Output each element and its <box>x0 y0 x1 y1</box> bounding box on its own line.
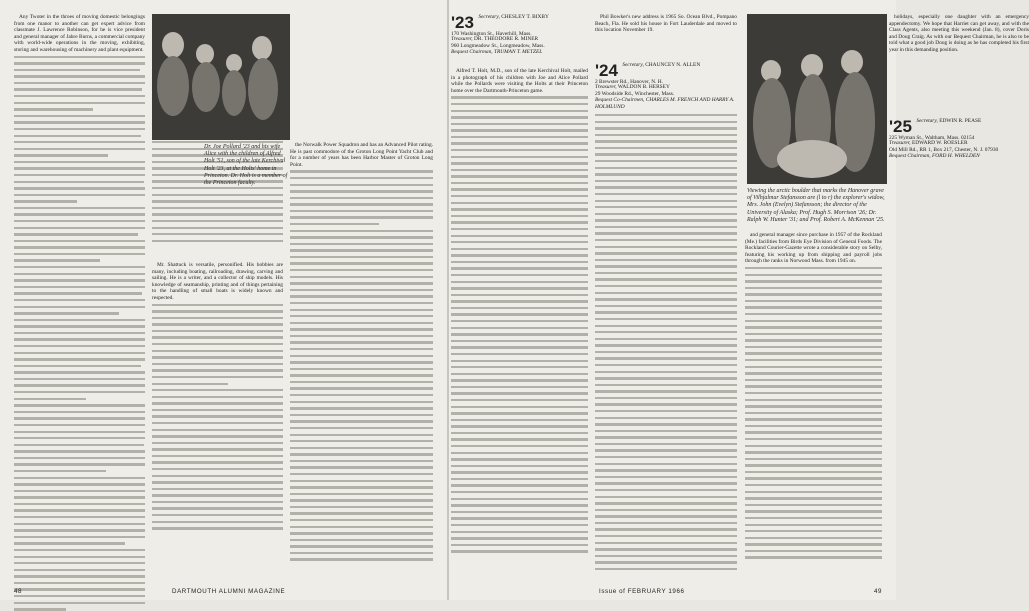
left-column-3 <box>290 14 433 580</box>
paragraph: holidays, especially one daughter with an emergency appendectomy. We hope that Harriet can get away, and with the Class Agents, also meeting this weekend (Jan. 8), cover Doris and Doug Craig. As with our Bequest Chairman, he is also to be told what a good job Doug is doing as he has completed his first year in this demanding position. <box>889 14 1029 53</box>
bequest-chairman: Bequest Chairman, FORD H. WHELDEN <box>889 153 980 160</box>
class-1924-officers: Treasurer, WALDON B. HERSEY 29 Woodside Rd., Winchester, Mass. Bequest Co-Chairmen, CHARLES M. FRENCH AND HARRY A. HOLMLUND <box>595 84 735 110</box>
treasurer-name: EDWARD W. ROESLER <box>911 140 968 146</box>
text-lines-placeholder <box>451 96 588 552</box>
paragraph: Alfred T. Holt, M.D., son of the late Kerchival Holt, mailed in a photograph of his children with Joe and Alice Pollard while the Pollards were visiting the Holts at their Princeton home over the Dartmouth-Princeton game. <box>451 68 588 94</box>
photo-caption: Dr. Joe Pollard '23 and his wife Alice with the children of Alfred Holt '51, son of the late Kerchival Holt '23, at the Holts' home in Princeton. Dr. Holt is a member of the Princeton faculty. <box>204 144 288 187</box>
text-lines-placeholder <box>290 170 433 561</box>
text-lines-placeholder <box>152 304 283 530</box>
class-year: '25 <box>889 117 912 136</box>
magazine-title: DARTMOUTH ALUMNI MAGAZINE <box>172 588 286 595</box>
page-number-right: 49 <box>874 588 883 595</box>
left-page <box>0 0 447 600</box>
class-1924-header: '24 Secretary, CHAUNCEY N. ALLEN 2 Brewster Rd., Hanover, N. H. <box>595 61 701 85</box>
bequest-chairman: Bequest Chairman, TRUMAN T. METZEL <box>451 49 543 56</box>
class-1923-header: '23 Secretary, CHESLEY T. BIXBY 170 Washington St., Haverhill, Mass. <box>451 13 549 37</box>
secretary-name: EDWIN R. PEASE <box>939 118 982 124</box>
right-column-4-top <box>889 14 1029 114</box>
treasurer-address: Old Mill Rd., RR 1, Box 217, Chester, N. J. 07930 <box>889 146 999 153</box>
issue-label: Issue of FEBRUARY 1966 <box>599 588 685 595</box>
bequest-chairman: Bequest Co-Chairmen, CHARLES M. FRENCH AND HARRY A. HOLMLUND <box>595 97 735 110</box>
text-lines-placeholder <box>595 114 737 570</box>
paragraph: Mr. Shattuck is versatile, personified. His hobbies are many, including boating, railroading, drawing, carving and sailing. He is a writer, and a collector of ship models. His knowledge of seamanship, printing and of things pertaining to the handling of small boats is widely known and respected. <box>152 262 283 301</box>
right-column-1 <box>451 68 588 578</box>
text-lines-placeholder <box>745 267 882 559</box>
page-number-left: 48 <box>14 588 23 595</box>
paragraph: and general manager since purchase in 1957 of the Rockland (Me.) facilities from Birds Eye Division of General Foods. The Rockland Courier-Gazette wrote a considerable story on Selby, featuring his working up from shipping and payroll jobs through the ranks in Norwood Mass. from 1945 on. <box>745 232 882 265</box>
class-year: '23 <box>451 13 474 32</box>
paragraph: the Norwalk Power Squadron and has an Advanced Pilot rating. He is past commodore of the Groton Long Point Yacht Club and for a number of years has been Harbor Master of Groton Long Point. <box>290 142 433 168</box>
left-column-1 <box>14 14 145 582</box>
secretary-name: CHAUNCEY N. ALLEN <box>645 62 701 68</box>
treasurer-address: 960 Longmeadow St., Longmeadow, Mass. <box>451 42 545 49</box>
secretary-address: 225 Wyman St., Waltham, Mass. 02154 <box>889 135 975 141</box>
right-column-3 <box>745 232 882 580</box>
right-page <box>449 0 1029 600</box>
paragraph: Phil Bowker's new address is 1965 So. Ocean Blvd., Pompano Beach, Fla. He sold his house in Fort Lauderdale and moved to this location November 19. <box>595 14 737 34</box>
class-year: '24 <box>595 61 618 80</box>
right-column-2 <box>595 112 737 578</box>
secretary-address: 2 Brewster Rd., Hanover, N. H. <box>595 79 664 85</box>
text-lines-placeholder <box>14 56 145 611</box>
arctic-boulder-photo <box>747 14 887 184</box>
right-column-2-top <box>595 14 737 60</box>
class-1925-officers: Treasurer, EDWARD W. ROESLER Old Mill Rd., RR 1, Box 217, Chester, N. J. 07930 Bequest Chairman, FORD H. WHELDEN <box>889 140 999 160</box>
secretary-address: 170 Washington St., Haverhill, Mass. <box>451 31 532 37</box>
class-1925-header: '25 Secretary, EDWIN R. PEASE 225 Wyman St., Waltham, Mass. 02154 <box>889 117 982 141</box>
left-column-2-bottom <box>152 262 283 580</box>
class-1923-officers: Treasurer, DR. THEODORE R. MINER 960 Longmeadow St., Longmeadow, Mass. Bequest Chairman, TRUMAN T. METZEL <box>451 36 545 56</box>
treasurer-name: DR. THEODORE R. MINER <box>473 36 539 42</box>
photo-caption: Viewing the arctic boulder that marks the Hanover grave of Vilhjalmur Stefansson are (l to r) the explorer's widow, Mrs. John (Evelyn) Stefansson; the director of the University of Alaska; Prof. Hugh S. Morrison '26; Dr. Ralph W. Hunter '31; and Prof. Robert A. McKennan '25. <box>747 188 885 223</box>
family-photo <box>152 14 290 140</box>
treasurer-address: 29 Woodside Rd., Winchester, Mass. <box>595 90 675 97</box>
secretary-name: CHESLEY T. BIXBY <box>501 14 549 20</box>
treasurer-name: WALDON B. HERSEY <box>617 84 670 90</box>
paragraph: Any Twoter in the throes of moving domestic belongings from one manor to another can get expert advice from classmate J. Lawrence Robinson, for he is vice president and general manager of Jahre Burns, a commercial company with world-wide operations in the moving, exhibiting, storing and warehousing of machinery and plant equipment. <box>14 14 145 53</box>
